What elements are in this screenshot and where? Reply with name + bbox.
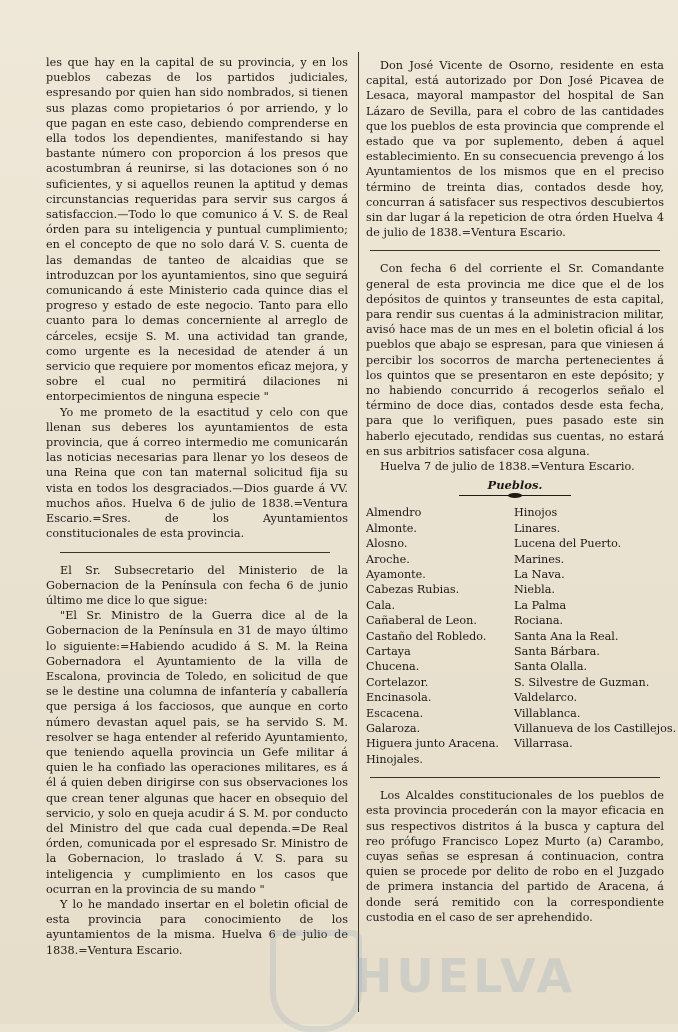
town-item: La Nava.: [514, 567, 565, 581]
column-divider: [358, 52, 359, 1012]
town-item: Villanueva de los Castillejos.: [514, 721, 677, 735]
town-item: Lucena del Puerto.: [514, 537, 622, 551]
town-item: Encinasola.: [366, 691, 432, 705]
ministro-guerra-order: "El Sr. Ministro de la Guerra dice al de la Gobernacion de la Península en 31 de mayo último lo siguiente:=Habiendo acudido á S. M. la Reina Gobernadora el Ayuntamiento de la villa de Escalona, provincia de Toledo, en solicitud de que se le destine una columna de infantería y caballería que persiga á los facciosos, que aunque en corto número devastan aquel pais, se ha servido S. M. resolver se haga entender al referido Ayuntamiento, que teniendo aquella provincia un Gefe militar á quien le ha confiado las operaciones militares, es á él á quien deben dirigirse con sus observaciones los que crean tener algunas que hacer en obsequio del servicio, y solo en queja acudir á S. M. por conducto del Ministro del que cada cual dependa.=De Real órden, comunicada por el espresado Sr. Ministro de la Gobernacion, lo traslado á V. S. para su inteligencia y cumplimiento en los casos que ocurran en la provincia de su mando ": [46, 609, 348, 896]
town-item: Hinojos: [514, 506, 558, 520]
town-item: Santa Bárbara.: [514, 644, 600, 658]
town-item: Galaroza.: [366, 721, 421, 735]
town-item: Ayamonte.: [366, 567, 426, 581]
town-item: S. Silvestre de Guzman.: [514, 675, 650, 689]
ornamental-rule: [459, 494, 571, 497]
town-item: Villablanca.: [514, 706, 581, 720]
towns-list-left: [366, 505, 510, 767]
insertion-notice: Y lo he mandado insertar en el boletin oficial de esta provincia para conocimiento de los ayuntamientos de la misma. Huelva 6 de julio de 1838.=Ventura Escario.: [46, 897, 348, 957]
town-item: Rociana.: [514, 614, 564, 628]
town-item: Almonte.: [366, 521, 417, 535]
section-divider: [370, 250, 660, 251]
towns-list: [366, 505, 677, 767]
town-item: Alosno.: [366, 537, 408, 551]
pueblos-heading: Pueblos.: [487, 478, 543, 493]
comandante-signature: Huelva 7 de julio de 1838.=Ventura Escario.: [380, 460, 635, 474]
right-column: [366, 58, 677, 925]
town-item: Linares.: [514, 521, 561, 535]
town-item: Hinojales.: [366, 752, 423, 766]
town-item: Aroche.: [366, 552, 410, 566]
town-item: Santa Ana la Real.: [514, 629, 619, 643]
town-item: Niebla.: [514, 583, 555, 597]
town-item: Cala.: [366, 598, 396, 612]
town-item: Almendro: [366, 506, 422, 520]
town-item: Chucena.: [366, 660, 420, 674]
town-item: Cartaya: [366, 644, 411, 658]
section-divider: [370, 777, 660, 778]
town-item: Valdelarco.: [514, 691, 578, 705]
alcaldes-notice: Los Alcaldes constitucionales de los pueblos de esta provincia procederán con la mayor eficacia en sus respectivos distritos á la busca y captura del reo prófugo Francisco Lopez Murto (a) Carambo, cuyas señas se espresan á continuacion, contra quien se procede por delito de robo en el Juzgado de primera instancia del partido de Aracena, á donde será remitido con la correspondiente custodia en el caso de ser aprehendido.: [366, 789, 664, 924]
left-column: [46, 55, 348, 958]
town-item: Cañaberal de Leon.: [366, 614, 477, 628]
town-item: Higuera junto Aracena.: [366, 737, 499, 751]
subsecretario-intro: El Sr. Subsecretario del Ministerio de la Gobernacion de la Península con fecha 6 de junio último me dice lo que sigue:: [46, 563, 348, 607]
town-item: Marines.: [514, 552, 565, 566]
comandante-notice: Con fecha 6 del corriente el Sr. Comandante general de esta provincia me dice que el de los depósitos de quintos y transeuntes de esta capital, para rendir sus cuentas á la administracion militar, avisó hace mas de un mes en el boletin oficial á los pueblos que abajo se espresan, para que viniesen á percibir los socorros de marcha pertenecientes á los quintos que se presentaron en este depósito; y no habiendo concurrido á recogerlos señalo el término de doce dias, contados desde esta fecha, para que lo verifiquen, pues pasado este sin haberlo ejecutado, rendidas sus cuentas, no estará en sus arbitrios satisfacer cosa alguna.: [366, 262, 664, 458]
section-divider: [60, 552, 330, 553]
town-item: Santa Olalla.: [514, 660, 588, 674]
town-item: Castaño del Robledo.: [366, 629, 487, 643]
towns-list-right: [514, 505, 677, 767]
ayuntamientos-notice: Yo me prometo de la esactitud y celo con que llenan sus deberes los ayuntamientos de esta provincia, que á correo intermedio me comunicarán las noticias necesarias para llenar yo los deseos de una Reina que con tan maternal solicitud fija su vista en todos los desgraciados.—Dios guarde á VV. muchos años. Huelva 6 de julio de 1838.=Ventura Escario.=Sres. de los Ayuntamientos constitucionales de esta provincia.: [46, 405, 348, 541]
town-item: Escacena.: [366, 706, 424, 720]
osorno-notice: Don José Vicente de Osorno, residente en esta capital, está autorizado por Don José Picavea de Lesaca, mayoral mampastor del hospital de San Lázaro de Sevilla, para el cobro de las cantidades que los pueblos de esta provincia que comprende el estado que va por suplemento, deben á aquel establecimiento. En su consecuencia prevengo á los Ayuntamientos de los mismos que en el preciso término de treinta dias, contados desde hoy, concurran á satisfacer sus respectivos descubiertos sin dar lugar á la repeticion de otra órden Huelva 4 de julio de 1838.=Ventura Escario.: [366, 59, 664, 240]
town-item: Cortelazor.: [366, 675, 429, 689]
watermark: HUELVA: [353, 949, 577, 1003]
town-item: La Palma: [514, 598, 567, 612]
town-item: Cabezas Rubias.: [366, 583, 460, 597]
town-item: Villarrasa.: [514, 737, 573, 751]
cárceles-circular-text: les que hay en la capital de su provincia, y en los pueblos cabezas de los partidos judiciales, espresando por quien han sido nombrados, si tienen sus plazas como propietarios ó por arriendo, y lo que pagan en este caso, debiendo comprenderse en ella todos los dependientes, manifestando si hay bastante número con proporcion á los presos que acostumbran á reunirse, si las dotaciones son ó no suficientes, y si aquellos reunen la aptitud y demas circunstancias requeridas para servir sus cargos á satisfaccion.—Todo lo que comunico á V. S. de Real órden para su inteligencia y puntual cumplimiento; en el concepto de que no solo dará V. S. cuenta de las demandas de tanteo de alcaidias que se introduzcan por los ayuntamientos, sino que seguirá comunicando á este Ministerio cada quince dias el progreso y estado de este negocio. Tanto para ello cuanto para lo demas concerniente al arreglo de cárceles, ecsije S. M. una actividad tan grande, como urgente es la necesidad de atender á un servicio que requiere por momentos eficaz mejora, y sobre el cual no permitirá dilaciones ni entorpecimientos de ninguna especie ": [46, 56, 348, 404]
